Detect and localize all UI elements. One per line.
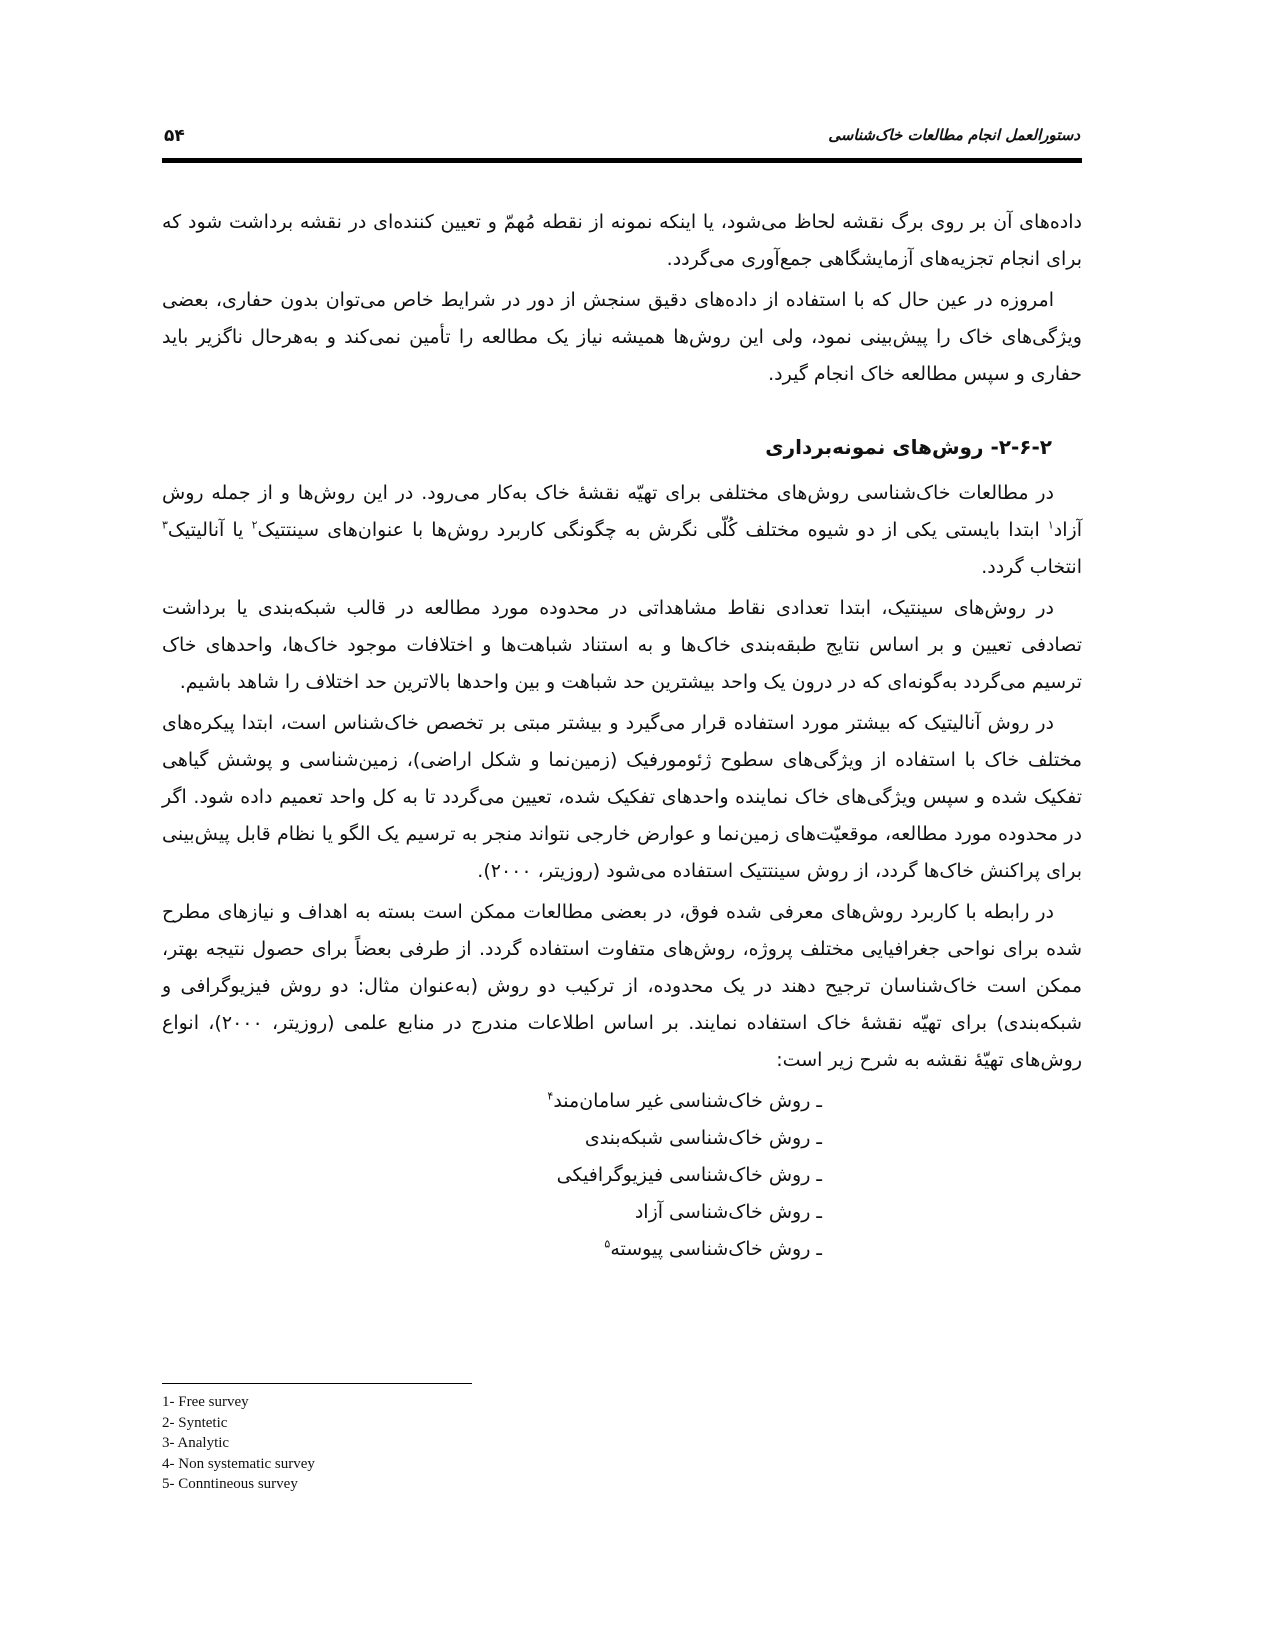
- footnote-2: 2- Syntetic: [162, 1414, 228, 1431]
- footnote-ref-1: ۱: [1047, 518, 1054, 532]
- page-number: ۵۴: [164, 126, 185, 146]
- section-heading: ۲-۶-۲- روش‌های نمونه‌برداری: [765, 435, 1052, 459]
- paragraph-6: در رابطه با کاربرد روش‌های معرفی شده فوق، در بعضی مطالعات ممکن است بسته به اهداف و نیازهای مطرح شده برای نواحی جغرافیایی مختلف پروژه، روش‌های متفاوت استفاده گردد. از طرفی بعضاً برای حصول نتیجه بهتر، ممکن است خاک‌شناسان ترجیح دهند در یک محدوده، از ترکیب دو روش (به‌عنوان مثال: دو روش فیزیوگرافی و شبکه‌بندی) برای تهیّه نقشهٔ خاک استفاده نمایند. بر اساس اطلاعات مندرج در منابع علمی (روزیتر، ۲۰۰۰)، انواع روش‌های تهیّهٔ نقشه به شرح زیر است:: [162, 901, 1082, 1071]
- list-item: ـ روش خاک‌شناسی غیر سامان‌مند$^۴$: [547, 1089, 822, 1112]
- page-body: [162, 204, 1082, 1268]
- footnote-ref-3: ۳: [162, 518, 168, 532]
- methods-list: [162, 1083, 1082, 1268]
- page-header: [162, 122, 1082, 162]
- footnote-1: 1- Free survey: [162, 1394, 249, 1410]
- paragraph-3-part-c: یا آنالیتیک: [167, 519, 252, 541]
- paragraph-3-part-b: ابتدا بایستی یکی از دو شیوه مختلف کُلّی نگرش به چگونگی کاربرد روش‌ها با عنوان‌های سینتتیک: [257, 519, 1048, 541]
- list-item: ـ روش خاک‌شناسی فیزیوگرافیکی: [556, 1164, 822, 1186]
- paragraph-5: در روش آنالیتیک که بیشتر مورد استفاده قرار می‌گیرد و بیشتر مبتی بر تخصص خاک‌شناس است، ابتدا پیکره‌های مختلف خاک با استفاده از ویژگی‌های سطوح ژئومورفیک (زمین‌نما و شکل اراضی)، زمین‌شناسی و پوشش گیاهی تفکیک شده و سپس ویژگی‌های خاک نماینده واحدهای تفکیک شده، تعیین می‌گردد تا به کل واحد تعمیم داده شود. اگر در محدوده مورد مطالعه، موقعیّت‌های زمین‌نما و عوارض خارجی نتواند منجر به ترسیم یک الگو یا نظام قابل پیش‌بینی برای پراکنش خاک‌ها گردد، از روش سینتتیک استفاده می‌شود (روزیتر، ۲۰۰۰).: [162, 712, 1082, 882]
- footnote-rule: [162, 1383, 472, 1384]
- footnote-ref-2: ۲: [251, 518, 258, 532]
- paragraph-3-part-d: انتخاب گردد.: [981, 556, 1082, 578]
- header-rule: [162, 158, 1082, 163]
- list-item: ـ روش خاک‌شناسی پیوسته$^۵$: [604, 1237, 822, 1260]
- footnote-4: 4- Non systematic survey: [162, 1455, 315, 1472]
- footnote-ref-4: ۴: [547, 1089, 554, 1103]
- paragraph-4: در روش‌های سینتیک، ابتدا تعدادی نقاط مشاهداتی در محدوده مورد مطالعه در قالب شبکه‌بندی یا برداشت تصادفی تعیین و بر اساس نتایج طبقه‌بندی خاک‌ها و به استناد شباهت‌ها و اختلافات موجود خاک‌ها، واحدهای خاک ترسیم می‌گردد به‌گونه‌ای که در درون یک واحد بیشترین حد شباهت و بین واحدها بالاترین حد اختلاف را شاهد باشیم.: [162, 597, 1082, 693]
- footnote-ref-5: ۵: [604, 1237, 611, 1251]
- list-item: ـ روش خاک‌شناسی آزاد: [634, 1201, 822, 1223]
- footnotes: [162, 1392, 762, 1495]
- paragraph-1: داده‌های آن بر روی برگ نقشه لحاظ می‌شود، یا اینکه نمونه از نقطه مُهمّ و تعیین کننده‌ای در نقشه برداشت شود که برای انجام تجزیه‌های آزمایشگاهی جمع‌آوری می‌گردد.: [162, 211, 1082, 270]
- running-title: دستورالعمل انجام مطالعات خاک‌شناسی: [828, 126, 1080, 144]
- footnote-3: 3- Analytic: [162, 1435, 230, 1451]
- paragraph-3: [162, 475, 1082, 586]
- footnote-5: 5- Conntineous survey: [162, 1476, 298, 1492]
- list-item: ـ روش خاک‌شناسی شبکه‌بندی: [584, 1127, 822, 1149]
- paragraph-2: امروزه در عین حال که با استفاده از داده‌های دقیق سنجش از دور در شرایط خاص می‌توان بدون حفاری، بعضی ویژگی‌های خاک را پیش‌بینی نمود، ولی این روش‌ها همیشه نیاز یک مطالعه را تأمین نمی‌کند و به‌هرحال ناگزیر باید حفاری و سپس مطالعه خاک انجام گیرد.: [162, 289, 1082, 385]
- paragraph-3-part-a: در مطالعات خاک‌شناسی روش‌های مختلفی برای تهیّه نقشهٔ خاک به‌کار می‌رود. در این روش‌ها و از جمله روش آزاد: [162, 482, 1082, 541]
